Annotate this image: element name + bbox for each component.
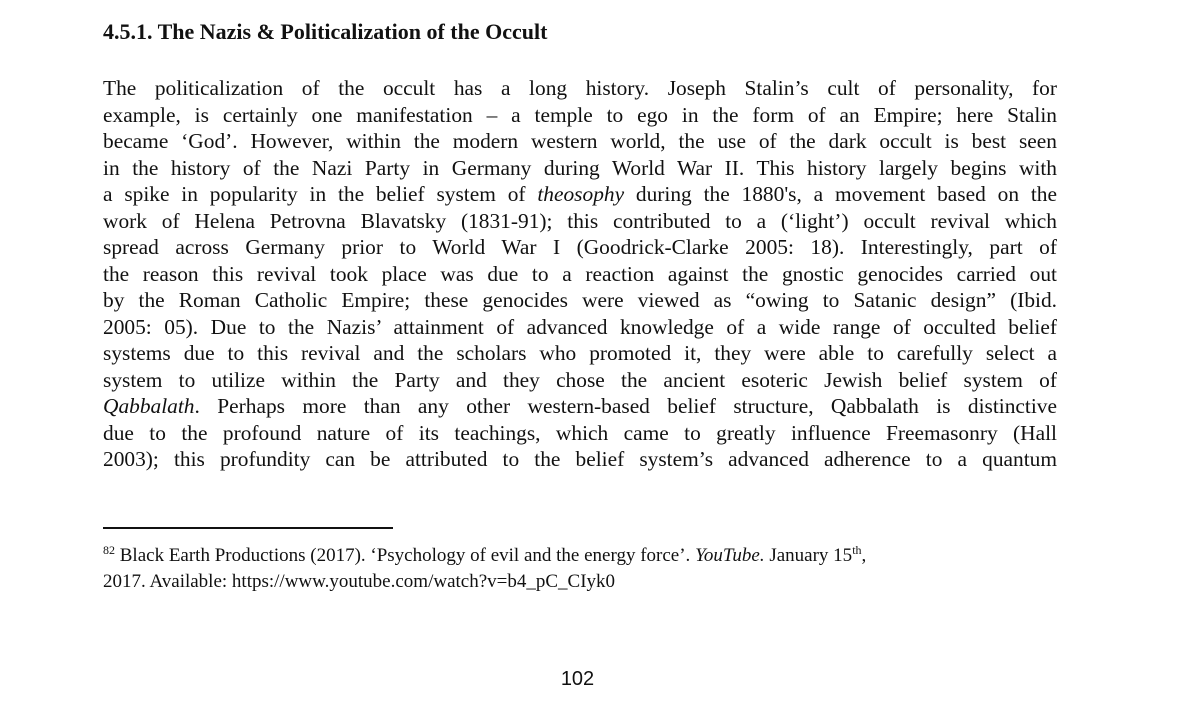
italic-term-qabbalath: Qabbalath [103,394,195,418]
footnote-text: , [861,545,867,566]
body-line-text: during the 1880's, a movement based on the [624,182,1057,206]
footnote-source-italic: YouTube. [695,545,765,566]
section-heading: 4.5.1. The Nazis & Politicalization of the Occult [103,19,548,44]
footnote-line [103,543,1013,569]
body-line: system to utilize within the Party and they chose the ancient esoteric Jewish belief system of [103,367,1057,392]
body-paragraph [103,75,1057,473]
body-line [103,393,1057,420]
page-number: 102 [560,668,595,690]
footnote-text: January 15 [764,545,853,566]
italic-term-theosophy: theosophy [537,182,625,206]
body-line: systems due to this revival and the scholars who promoted it, they were able to carefully select a [103,341,1057,365]
body-line: 2003); this profundity can be attributed to the belief system’s advanced adherence to a quantum [103,447,1057,471]
body-line: The politicalization of the occult has a long history. Joseph Stalin’s cult of personality, for [103,76,1057,100]
body-line: example, is certainly one manifestation – a temple to ego in the form of an Empire; here Stalin [103,102,1057,127]
body-line: by the Roman Catholic Empire; these genocides were viewed as “owing to Satanic design” (Ibid. [103,288,1057,312]
footnote-text: Black Earth Productions (2017). ‘Psychology of evil and the energy force’. [115,545,696,566]
body-line-text: a spike in popularity in the belief system of [103,182,538,206]
footnote-separator [103,527,393,529]
footnote [103,543,1013,595]
body-line: in the history of the Nazi Party in Germany during World War II. This history largely begins with [103,155,1057,180]
body-line-text: . Perhaps more than any other western-based belief structure, Qabbalath is distinctive [194,394,1057,418]
body-line: work of Helena Petrovna Blavatsky (1831-91); this contributed to a (‘light’) occult revival which [103,208,1057,233]
body-line [103,181,1057,208]
body-line: became ‘God’. However, within the modern western world, the use of the dark occult is best seen [103,129,1057,153]
body-line: 2005: 05). Due to the Nazis’ attainment of advanced knowledge of a wide range of occulted belief [103,314,1057,339]
body-line: spread across Germany prior to World War I (Goodrick-Clarke 2005: 18). Interestingly, part of [103,235,1057,259]
body-line: due to the profound nature of its teachings, which came to greatly influence Freemasonry (Hall [103,420,1057,445]
body-line: the reason this revival took place was due to a reaction against the gnostic genocides carried out [103,261,1057,286]
footnote-number: 82 [103,543,115,557]
footnote-line: 2017. Available: https://www.youtube.com/watch?v=b4_pC_CIyk0 [103,571,616,592]
ordinal-suffix: th [852,543,862,557]
